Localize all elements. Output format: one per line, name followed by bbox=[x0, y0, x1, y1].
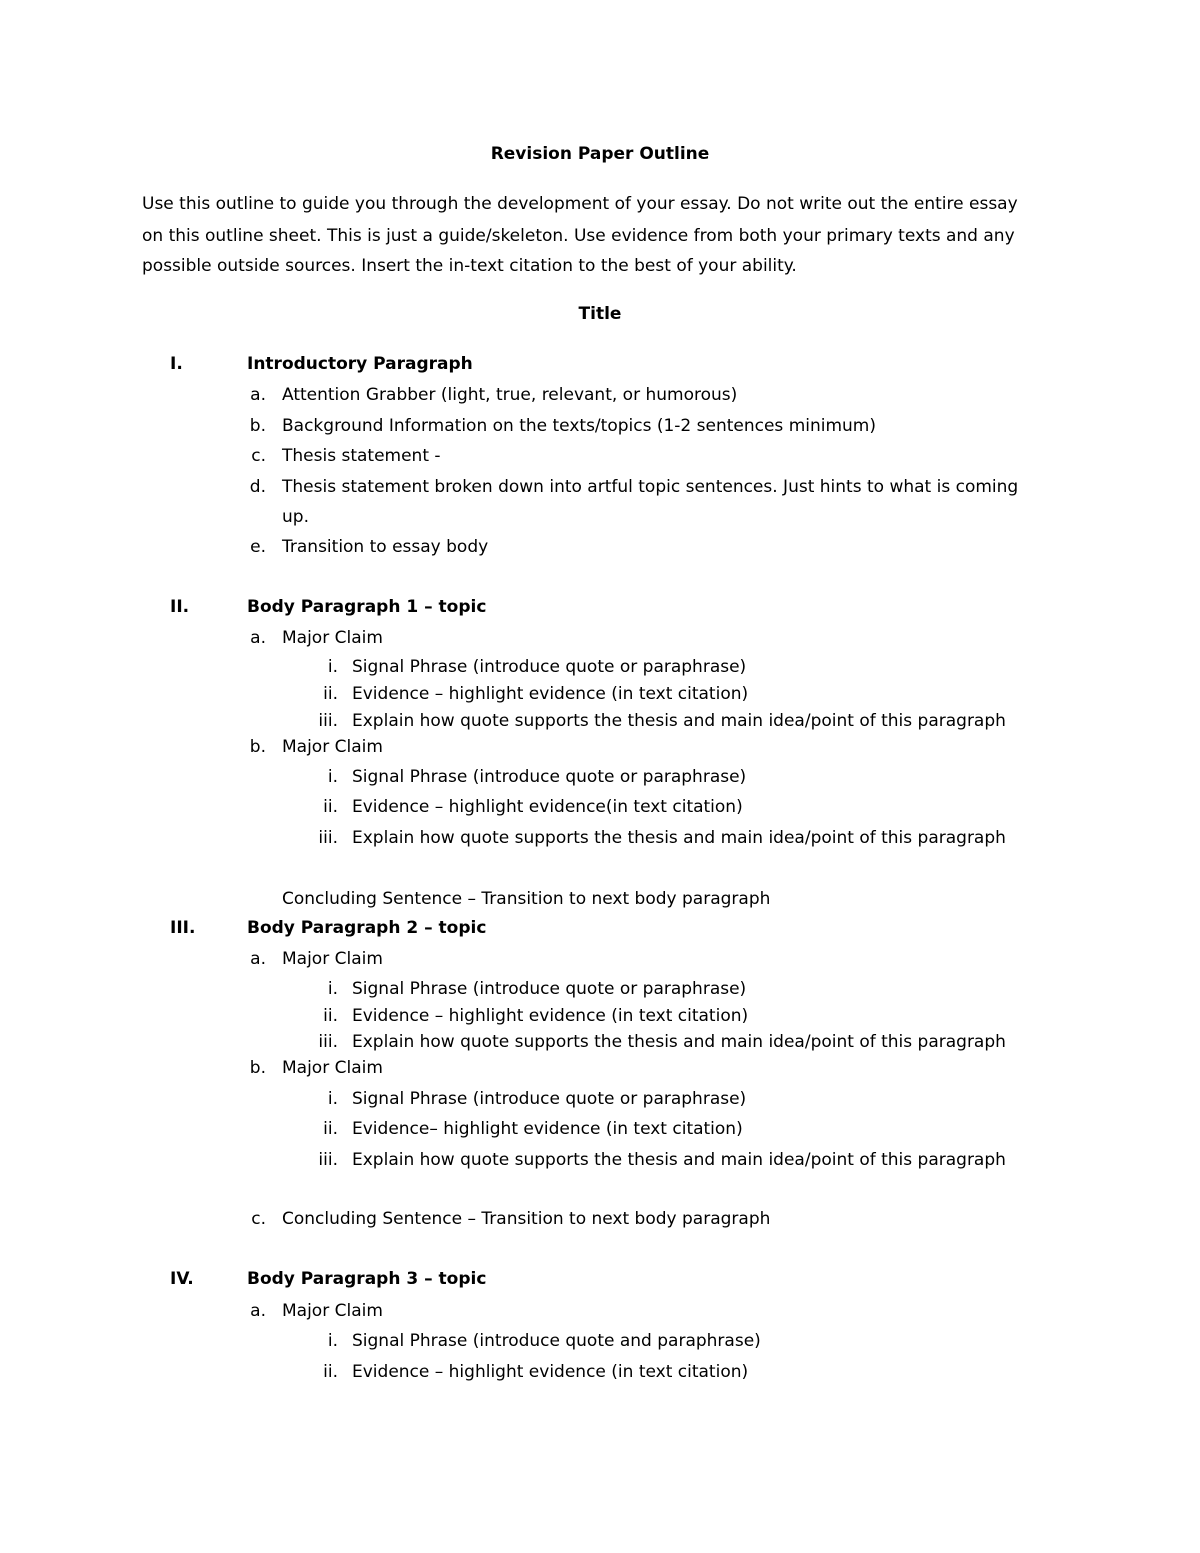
list-item: Thesis statement broken down into artful topic sentences. Just hints to what is coming bbox=[282, 477, 1019, 497]
list-item: Attention Grabber (light, true, relevant, or humorous) bbox=[282, 385, 738, 405]
essay-title-placeholder: Title bbox=[578, 304, 622, 324]
subitem-marker: ii. bbox=[323, 684, 338, 704]
sub-item: Evidence – highlight evidence (in text citation) bbox=[352, 684, 749, 704]
intro-line: possible outside sources. Insert the in-text citation to the best of your ability. bbox=[142, 256, 797, 276]
item-marker: e. bbox=[250, 537, 266, 557]
subitem-marker: iii. bbox=[318, 828, 338, 848]
subitem-marker: i. bbox=[327, 979, 338, 999]
document-title: Revision Paper Outline bbox=[490, 144, 710, 164]
subitem-marker: iii. bbox=[318, 711, 338, 731]
section-heading: Body Paragraph 3 – topic bbox=[247, 1269, 487, 1289]
sub-item: Signal Phrase (introduce quote and paraphrase) bbox=[352, 1331, 761, 1351]
subitem-marker: ii. bbox=[323, 1006, 338, 1026]
subitem-marker: i. bbox=[327, 767, 338, 787]
list-item: Major Claim bbox=[282, 1301, 383, 1321]
item-marker: c. bbox=[251, 1209, 266, 1229]
item-marker: a. bbox=[250, 385, 266, 405]
subitem-marker: i. bbox=[327, 1089, 338, 1109]
sub-item: Evidence – highlight evidence(in text citation) bbox=[352, 797, 743, 817]
sub-item: Explain how quote supports the thesis and main idea/point of this paragraph bbox=[352, 1032, 1006, 1052]
sub-item: Explain how quote supports the thesis and main idea/point of this paragraph bbox=[352, 711, 1006, 731]
subitem-marker: i. bbox=[327, 1331, 338, 1351]
list-item: Transition to essay body bbox=[282, 537, 489, 557]
section-number: IV. bbox=[170, 1269, 194, 1289]
subitem-marker: iii. bbox=[318, 1032, 338, 1052]
section-number: II. bbox=[170, 597, 190, 617]
item-marker: a. bbox=[250, 949, 266, 969]
sub-item: Evidence– highlight evidence (in text citation) bbox=[352, 1119, 743, 1139]
sub-item: Signal Phrase (introduce quote or paraphrase) bbox=[352, 657, 747, 677]
list-item: Background Information on the texts/topics (1-2 sentences minimum) bbox=[282, 416, 877, 436]
section-heading: Body Paragraph 1 – topic bbox=[247, 597, 487, 617]
item-marker: a. bbox=[250, 628, 266, 648]
item-marker: b. bbox=[249, 1058, 266, 1078]
sub-item: Signal Phrase (introduce quote or paraphrase) bbox=[352, 979, 747, 999]
list-item: Major Claim bbox=[282, 737, 383, 757]
sub-item: Signal Phrase (introduce quote or paraphrase) bbox=[352, 1089, 747, 1109]
section-heading: Body Paragraph 2 – topic bbox=[247, 918, 487, 938]
list-item: Major Claim bbox=[282, 949, 383, 969]
concluding-sentence: Concluding Sentence – Transition to next body paragraph bbox=[282, 1209, 771, 1229]
sub-item: Signal Phrase (introduce quote or paraphrase) bbox=[352, 767, 747, 787]
section-heading: Introductory Paragraph bbox=[247, 354, 473, 374]
item-marker: b. bbox=[249, 737, 266, 757]
subitem-marker: ii. bbox=[323, 797, 338, 817]
item-marker: b. bbox=[249, 416, 266, 436]
item-marker: d. bbox=[249, 477, 266, 497]
sub-item: Explain how quote supports the thesis and main idea/point of this paragraph bbox=[352, 1150, 1006, 1170]
list-item: Thesis statement - bbox=[282, 446, 441, 466]
sub-item: Evidence – highlight evidence (in text citation) bbox=[352, 1362, 749, 1382]
list-item: Major Claim bbox=[282, 628, 383, 648]
item-marker: c. bbox=[251, 446, 266, 466]
sub-item: Evidence – highlight evidence (in text citation) bbox=[352, 1006, 749, 1026]
section-number: I. bbox=[170, 354, 183, 374]
subitem-marker: ii. bbox=[323, 1362, 338, 1382]
intro-line: Use this outline to guide you through the development of your essay. Do not write out the entire essay bbox=[142, 194, 1018, 214]
section-number: III. bbox=[170, 918, 196, 938]
item-marker: a. bbox=[250, 1301, 266, 1321]
subitem-marker: i. bbox=[327, 657, 338, 677]
intro-line: on this outline sheet. This is just a guide/skeleton. Use evidence from both your primary texts and any bbox=[142, 226, 1015, 246]
list-item: Major Claim bbox=[282, 1058, 383, 1078]
subitem-marker: ii. bbox=[323, 1119, 338, 1139]
sub-item: Explain how quote supports the thesis and main idea/point of this paragraph bbox=[352, 828, 1006, 848]
list-item-continuation: up. bbox=[282, 507, 309, 527]
concluding-sentence: Concluding Sentence – Transition to next body paragraph bbox=[282, 889, 771, 909]
subitem-marker: iii. bbox=[318, 1150, 338, 1170]
